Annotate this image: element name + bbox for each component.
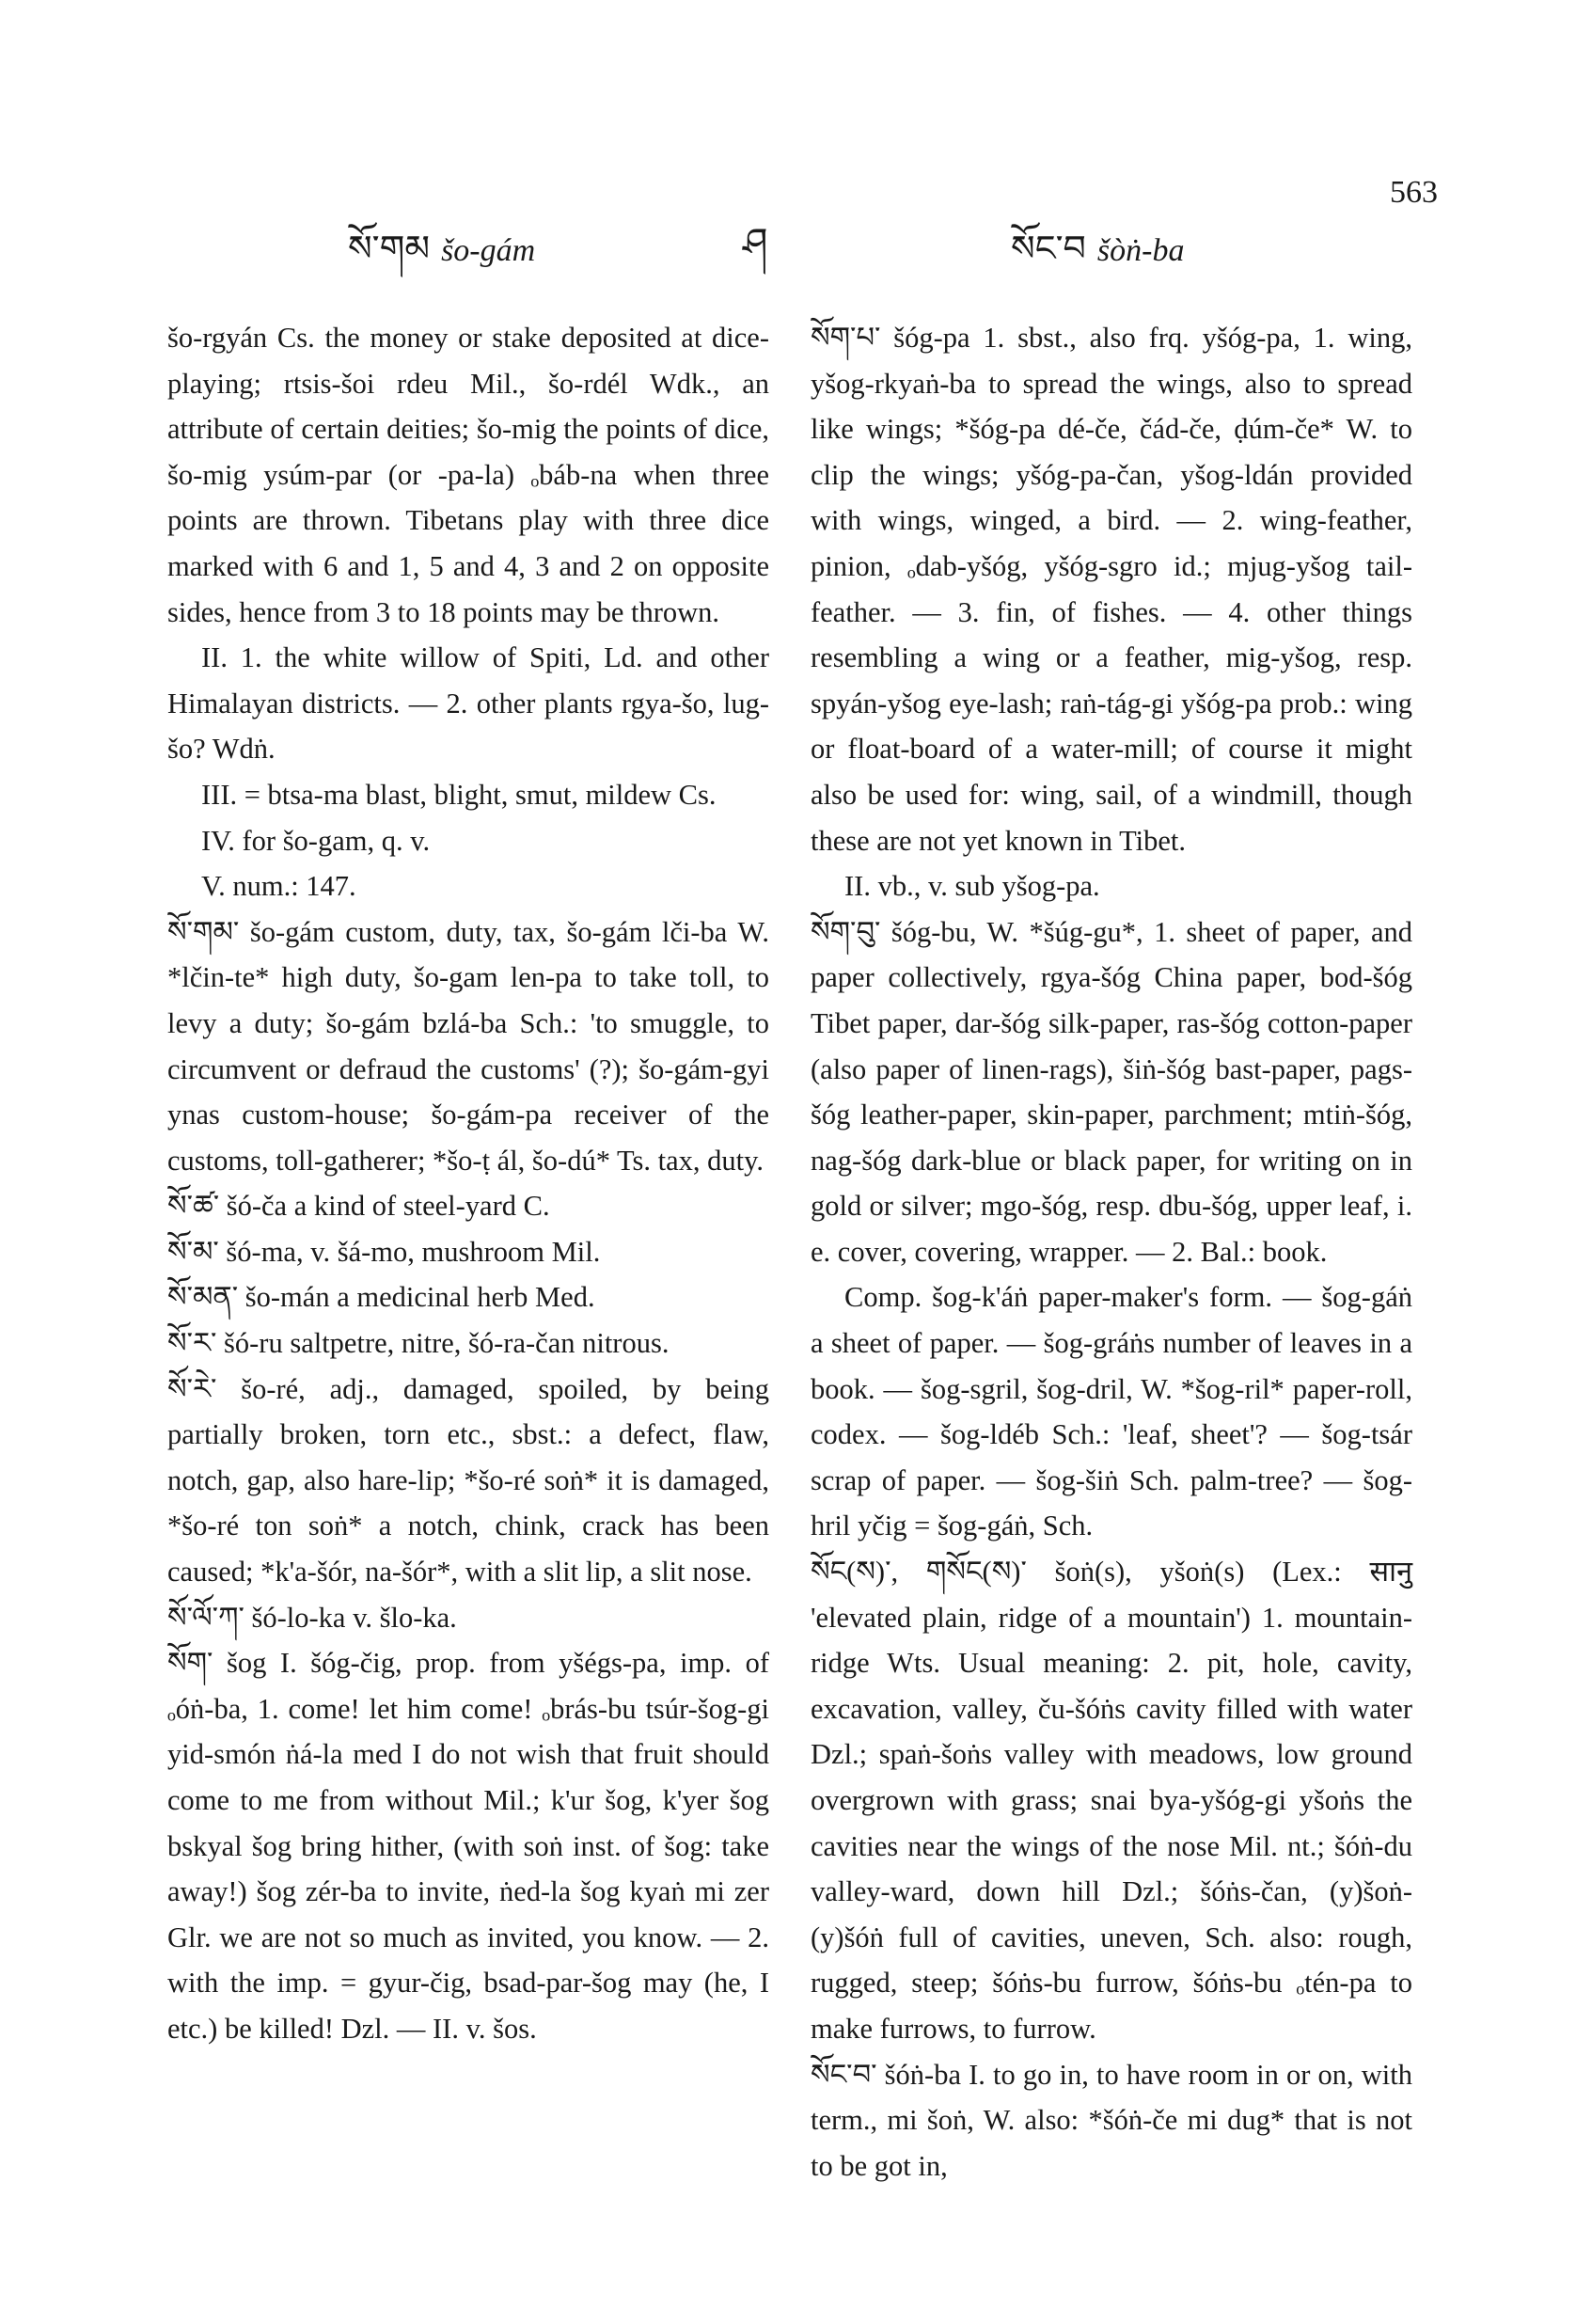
entry-so-re: སོ་རེ་ šo-ré, adj., damaged, spoiled, by being partially broken, torn etc., sbst.: a defect, flaw, notch, gap, also hare-lip; *šo-ré soṅ* it is damaged, *šo-ré ton soṅ* a notch, chink, crack has been caused; *k'a-šór, na-šór*, with a slit lip, a slit nose.	[167, 1372, 769, 1589]
signature-mark: ཤ	[743, 219, 768, 265]
running-head-left-guide-word: šo-gám	[441, 233, 536, 268]
entry-so-sense-5: V. num.: 147.	[201, 870, 356, 903]
entry-sog: སོག་ šog I. šóg-čig, prop. from yšégs-pa, imp. of ₒóṅ-ba, 1. come! let him come! ₒbrás-bu tsúr-šog-gi yid-smón ṅá-la med I do not wish that fruit should come to me from without Mil.; k'ur šog, k'yer šog bskyal šog bring hither, (with soṅ inst. of šog: take away!) šog zér-ba to invite, ṅed-la šog kyaṅ mi zer Glr. we are not so much as invited, you know. — 2. with the imp. = gyur-čig, bsad-par-šog may (he, I etc.) be killed! Dzl. — II. v. šos.	[167, 1647, 769, 2045]
running-head-right-guide-word: šòṅ-ba	[1096, 233, 1185, 268]
entry-sog-compounds: Comp. šog-k'áṅ paper-maker's form. — šog-gáṅ a sheet of paper. — šog-gráṅs number of leaves in a book. — šog-sgril, šog-dril, W. *šog-ril* paper-roll, codex. — šog-ldéb Sch.: 'leaf, sheet'? — šog-tsár scrap of paper. — šog-šiṅ Sch. palm-tree? — šog-hril yčig = šog-gáṅ, Sch.	[811, 1281, 1412, 1542]
entry-son-ba: སོང་བ་ šóṅ-ba I. to go in, to have room in or on, with term., mi šoṅ, W. also: *šóṅ-če mi dug* that is not to be got in,	[811, 2058, 1412, 2182]
entry-so-continuation: šo-rgyán Cs. the money or stake deposited at dice-playing; rtsis-šoi rdeu Mil., šo-rdél Wdk., an attribute of certain deities; šo-mig the points of dice, šo-mig ysúm-par (or -pa-la) ₒbáb-na when three points are thrown. Tibetans play with three dice marked with 6 and 1, 5 and 4, 3 and 2 on opposite sides, hence from 3 to 18 points may be thrown.	[167, 322, 769, 628]
left-column	[167, 315, 769, 2052]
right-column	[811, 315, 1412, 2189]
running-head-right	[1011, 209, 1184, 309]
entry-so-ma: སོ་མ་ šó-ma, v. šá-mo, mushroom Mil.	[167, 1235, 601, 1268]
entry-so-sense-4: IV. for šo-gam, q. v.	[201, 824, 431, 857]
entry-sog-bu: སོག་བུ་ šóg-bu, W. *šúg-gu*, 1. sheet of paper, and paper collectively, rgya-šóg China paper, bod-šóg Tibet paper, dar-šóg silk-paper, ras-šóg cotton-paper (also paper of linen-rags), šiṅ-šóg bast-paper, pags-šóg leather-paper, skin-paper, parchment; mtiṅ-šóg, nag-šóg dark-blue or black paper, for writing on in gold or silver; mgo-šóg, resp. dbu-šóg, upper leaf, i. e. cover, covering, wrapper. — 2. Bal.: book.	[811, 915, 1412, 1268]
entry-son-s: སོང(ས)་, གསོང(ས)་ šoṅ(s), yšoṅ(s) (Lex.: सानु 'elevated plain, ridge of a mountain') 1. mountain-ridge Wts. Usual meaning: 2. pit, hole, cavity, excavation, valley, ču-šóṅs cavity filled with water Dzl.; spaṅ-šoṅs valley with meadows, low ground overgrown with grass; snai bya-yšóg-gi yšoṅs the cavities near the wings of the nose Mil. nt.; šóṅ-du valley-ward, down hill Dzl.; šóṅs-čan, (y)šoṅ-(y)šóṅ full of cavities, uneven, Sch. also: rough, rugged, steep; šóṅs-bu furrow, šóṅs-bu ₒtén-pa to make furrows, to furrow.	[811, 1556, 1412, 2045]
entry-so-man: སོ་མན་ šo-mán a medicinal herb Med.	[167, 1281, 595, 1314]
entry-so-sense-3: III. = btsa-ma blast, blight, smut, mildew Cs.	[201, 778, 717, 811]
entry-so-gam: སོ་གམ་ šo-gám custom, duty, tax, šo-gám lči-ba W. *lčin-te* high duty, šo-gam len-pa to take toll, to levy a duty; šo-gám bzlá-ba Sch.: 'to smuggle, to circumvent or defraud the customs' (?); šo-gám-gyi ynas custom-house; šo-gám-pa receiver of the customs, toll-gatherer; *šo-ṭ ál, šo-dú* Ts. tax, duty.	[167, 915, 769, 1177]
page-number: 563	[1390, 175, 1438, 210]
entry-so-ca: སོ་ཚ་ šó-ča a kind of steel-yard C.	[167, 1190, 550, 1223]
entry-so-sense-2: II. 1. the white willow of Spiti, Ld. and other Himalayan districts. — 2. other plants rgya-šo, lug-šo? Wdṅ.	[167, 641, 769, 766]
entry-sog-pa-sense-2: II. vb., v. sub yšog-pa.	[844, 870, 1100, 903]
running-head-right-tibetan: སོང་བ	[1011, 228, 1086, 269]
running-head-left	[348, 209, 535, 309]
entry-so-lo-ka: སོ་ལོ་ཀ་ šó-lo-ka v. šlo-ka.	[167, 1601, 457, 1634]
entry-so-ru: སོ་ར་ šó-ru saltpetre, nitre, šó-ra-čan nitrous.	[167, 1327, 670, 1360]
entry-sog-pa: སོག་པ་ šóg-pa 1. sbst., also frq. yšóg-pa, 1. wing, yšog-rkyaṅ-ba to spread the wings, also to spread like wings; *šóg-pa dé-če, čád-če, ḍúm-če* W. to clip the wings; yšóg-pa-čan, yšog-ldán provided with wings, winged, a bird. — 2. wing-feather, pinion, ₒdab-yšóg, yšóg-sgro id.; mjug-yšog tail-feather. — 3. fin, of fishes. — 4. other things resembling a wing or a feather, mig-yšog, resp. spyán-yšog eye-lash; raṅ-tág-gi yšóg-pa prob.: wing or float-board of a water-mill; of course it might also be used for: wing, sail, of a windmill, though these are not yet known in Tibet.	[811, 322, 1412, 857]
running-head-left-tibetan: སོ་གམ	[348, 228, 431, 269]
